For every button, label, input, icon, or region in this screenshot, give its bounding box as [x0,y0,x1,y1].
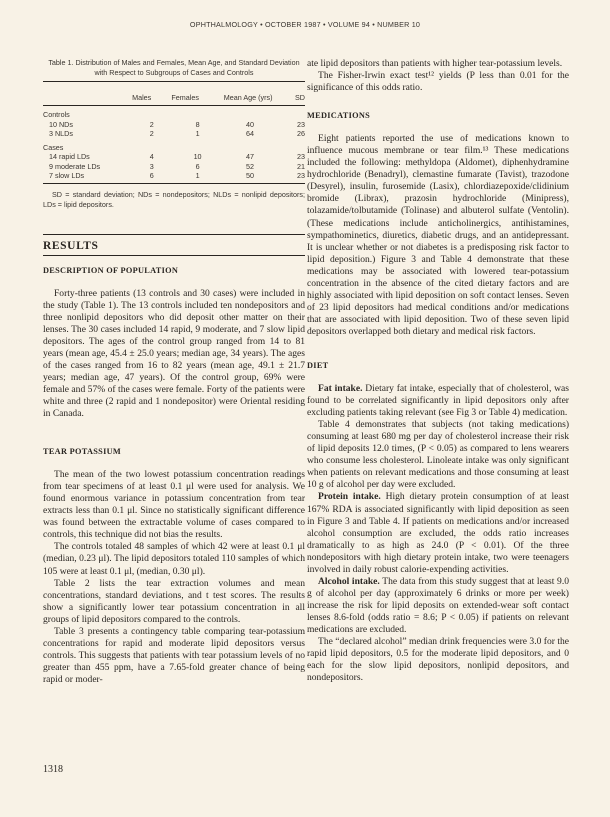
cell-sd: 26 [297,129,305,138]
table-row [43,171,305,183]
protein-intake-text: High dietary protein consumption of at least 167% RDA is associated significantly with lipid deposition as seen in Figure 3 and Table 4. If patients on medications and/or increased alcohol consumption are excluded, the odds ratio increases dramatically to as high as 24.0 (P < 0.01). Of the three nondepositors with high dietary protein intake, two were teenagers involved in daily robust calorie-expending activities. [307,491,569,575]
paragraph: Table 2 lists the tear extraction volumes and mean concentrations, standard deviations, and t test scores. The results show a significantly lower tear potassium concentration in all groups of lipid depositors compared to the controls. [43,577,305,625]
page-number: 1318 [43,764,63,775]
table-row [43,162,305,172]
cell-sd: 23 [297,152,305,161]
runin-protein-intake: Protein intake. [318,491,381,503]
cell-males: 2 [149,119,154,129]
runin-fat-intake: Fat intake. [318,383,363,395]
section-heading-population: DESCRIPTION OF POPULATION [43,265,179,275]
table-1-footnote: SD = standard deviation; NDs = nondepositors; NLDs = nonlipid depositors; LDs = lipid depositors. [43,189,305,209]
col-header-mean-age: Mean Age (yrs) [224,93,276,106]
paragraph: The controls totaled 48 samples of which 42 were at least 0.1 μl (median, 0.23 μl). The lipid depositors totaled 110 samples of which 105 were at least 0.1 μl, (median, 0.30 μl). [43,541,305,577]
alcohol-intake-text: The data from this study suggest that at least 9.0 g of alcohol per day (approximately 6 drinks or more per week) increase the risk for lipid deposits on extended-wear soft contact lenses 8.6-fold (odds ratio = 8.6; P < 0.05) if patients on relevant medications are excluded. [307,575,569,635]
row-label: 14 rapid LDs [49,152,90,161]
cell-mean-age: 40 [245,119,254,129]
cell-mean-age: 50 [224,171,276,183]
cell-females: 10 [193,152,202,161]
paragraph: Forty-three patients (13 controls and 30 cases) were included in the study (Table 1). The 13 controls included ten nondepositors and three nonlipid depositors who did deposit other matter on their lenses. The 30 cases included 14 rapid, 9 moderate, and 7 slow lipid depositors. The ages of the control group ranged from 14 to 81 years (mean age, 45.4 ± 25.0 years; median age, 34 years). The ages of the cases ranged from 16 to 82 years (mean age, 49.1 ± 21.7 years; median age, 47 years). Of the control group, 69% were female and 57% of the cases were female. Forty of the patients were white and three (2 rapid and 1 nondepositor) were Oriental residing in Canada. [43,287,305,420]
row-label: 9 moderate LDs [49,161,101,171]
table-rule [43,82,305,94]
row-label: 10 NDs [49,119,73,129]
cell-males: 2 [149,129,154,138]
table-1 [43,81,305,184]
results-heading: RESULTS [43,234,305,256]
paragraph-alcohol-intake [307,576,569,636]
paragraph-fat-intake [307,383,569,419]
row-label: 7 slow LDs [43,171,132,183]
runin-alcohol-intake: Alcohol intake. [318,575,380,587]
col-header-males: Males [132,93,171,106]
cell-mean-age: 47 [245,152,254,161]
col-header-label [43,93,132,106]
cell-sd: 23 [276,171,305,183]
section-heading-diet: DIET [307,360,329,370]
cell-males: 6 [132,171,171,183]
right-column [307,58,569,684]
section-heading-medications: MEDICATIONS [307,111,371,121]
cell-mean-age: 64 [245,129,254,138]
cell-females: 6 [195,161,200,171]
paragraph: Table 4 demonstrates that subjects (not taking medications) consuming at least 680 mg per day of cholesterol increase their risk of lipid deposits 12.0 times, (P < 0.05) as compared to lens wearers who consume less cholesterol. Linoleate intake was only significant when patients on relevant medications and those consuming at least 10 g of alcohol per day were excluded. [307,419,569,491]
cell-females: 1 [171,171,223,183]
cell-mean-age: 52 [245,161,254,171]
running-head: OPHTHALMOLOGY • OCTOBER 1987 • VOLUME 94 • NUMBER 10 [189,20,421,29]
col-header-females: Females [171,93,223,106]
left-column [43,58,305,686]
cell-sd: 23 [297,119,305,129]
col-header-sd: SD [276,93,305,106]
table-1-title: Table 1. Distribution of Males and Females, Mean Age, and Standard Deviation with Respect to Subgroups of Cases and Controls [48,58,300,77]
fat-intake-text: Dietary fat intake, especially that of cholesterol, was found to be correlated significantly in lipid depositors only after excluding patients taking relevant (see Fig 3 or Table 4) medication. [307,383,569,419]
group-label: Cases [43,142,64,152]
table-row [43,120,305,130]
cell-sd: 21 [297,161,305,171]
table-row [43,152,305,162]
paragraph-protein-intake [307,491,569,575]
paragraph: Eight patients reported the use of medications known to influence mucous membrane or tear film.¹³ These medications included the following: methyldopa (Aldomet), diphenhydramine hydrochloride (Benadryl), clemastine fumarate (Tavist), trazodone (Desyrel), insulin, furosemide (Lasix), chlordiazepoxide/clidinium bromide (Librax), prazosin hydrochloride (Minipress), tolazamide/tolbutamide (Tolinase) and albuterol sulfate (Ventolin). (These medications include anticholinergics, antihistamines, sympathominetics, diuretics, diabetic drugs, and an antidepressant. It is unclear whether or not diabetes is a predisposing risk factor to lipid deposition.) Figure 3 and Table 4 demonstrate that these medications may be associated with lowered tear-potassium concentration in the absence of the cited dietary factors and are highly associated with lipid deposition on soft contact lenses. Seven of 23 lipid depositors had medical conditions and/or medications that are associated with lipid deposition. Two of these seven lipid depositors overlapped both dietary and medical risk factors. [307,133,569,337]
section-heading-tear-potassium: TEAR POTASSIUM [43,447,122,457]
table-row [43,129,305,139]
paragraph: The Fisher-Irwin exact test¹² yields (P less than 0.01 for the significance of this odds ratio. [307,70,569,94]
cell-males: 3 [149,161,154,171]
paragraph: Table 3 presents a contingency table comparing tear-potassium concentrations for rapid and moderate lipid depositors versus controls. This suggests that patients with tear potassium levels of no greater than 455 ppm, have a 7.65-fold greater chance of being rapid or moder- [43,625,305,685]
cell-males: 4 [149,152,154,161]
paragraph: The “declared alcohol” median drink frequencies were 3.0 for the rapid lipid depositors, 0.5 for the moderate lipid depositors, and 0 each for the slow lipid depositors, nonlipid depositors, and nondepositors. [307,636,569,684]
paragraph: The mean of the two lowest potassium concentration readings from tear specimens of at least 0.1 μl were used for analysis. We found enormous variance in potassium concentration from tear extracts less than 0.1 μl. Since no statistically significant difference was found between the extractable volume of cases compared to controls, this technique did not bias the results. [43,469,305,541]
cell-females: 8 [195,119,200,129]
cell-females: 1 [195,129,200,138]
group-label: Controls [43,110,70,119]
paragraph-continued: ate lipid depositors than patients with higher tear-potassium levels. [307,58,563,69]
row-label: 3 NLDs [49,129,73,138]
